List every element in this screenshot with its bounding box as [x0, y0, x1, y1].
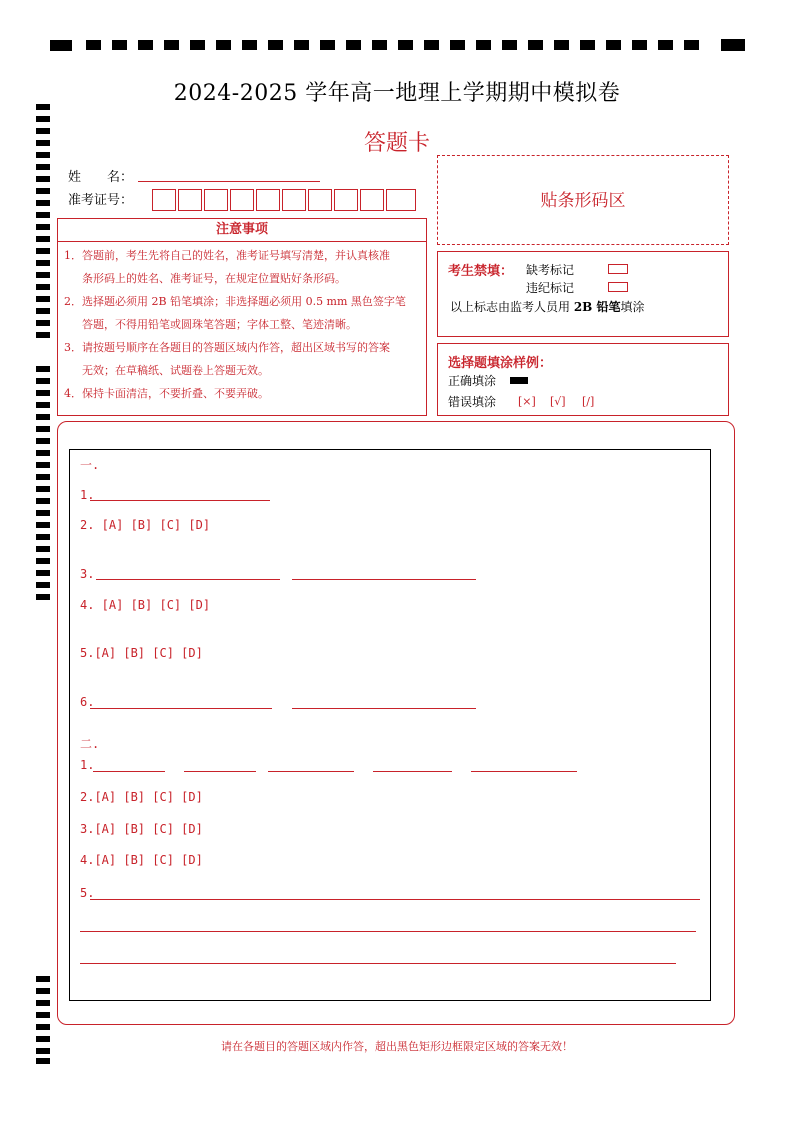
prohibited-note: 以上标志由监考人员用 2B 铅笔填涂	[450, 300, 645, 314]
prohibited-box	[437, 251, 729, 337]
s2-question-5-line-3[interactable]	[80, 963, 676, 964]
question-6-line-b[interactable]	[292, 708, 476, 709]
question-3-line-b[interactable]	[292, 579, 476, 580]
wrong-mark: [√]	[550, 395, 566, 408]
answer-sheet-subtitle: 答题卡	[363, 131, 430, 156]
notice-item: 1．答题前，考生先将自己的姓名，准考证号填写清楚，并认真核准	[64, 249, 390, 262]
question-3-line-a[interactable]	[96, 579, 280, 580]
section-one-label: 一.	[80, 458, 100, 472]
s2-question-1-label: 1.	[80, 758, 95, 772]
absent-mark-label: 缺考标记	[526, 263, 575, 277]
footer-warning: 请在各题目的答题区域内作答，超出黑色矩形边框限定区域的答案无效！	[221, 1040, 573, 1053]
barcode-area	[437, 155, 729, 245]
notice-item: 答题，不得用铅笔或圆珠笔答题；字体工整、笔迹清晰。	[82, 318, 357, 331]
question-1-line[interactable]	[90, 500, 270, 501]
violation-mark-label: 违纪标记	[526, 281, 575, 295]
notice-item: 4．保持卡面清洁，不要折叠、不要弄破。	[64, 387, 269, 400]
fill-example-heading: 选择题填涂样例：	[448, 356, 553, 371]
wrong-fill-label: 错误填涂	[448, 395, 497, 409]
s2-question-4-choices[interactable]: 4.[A] [B] [C] [D]	[80, 853, 203, 867]
s2-question-5-line-2[interactable]	[80, 931, 696, 932]
violation-mark-box[interactable]	[608, 282, 628, 292]
s2-question-1-line-a[interactable]	[93, 771, 165, 772]
absent-mark-box[interactable]	[608, 264, 628, 274]
question-1-label: 1.	[80, 488, 95, 502]
notice-heading: 注意事项	[215, 222, 268, 237]
question-6-line-a[interactable]	[90, 708, 272, 709]
question-3-label: 3.	[80, 567, 95, 581]
s2-question-2-choices[interactable]: 2.[A] [B] [C] [D]	[80, 790, 203, 804]
barcode-area-label: 贴条形码区	[540, 191, 626, 211]
notice-item: 无效；在草稿纸、试题卷上答题无效。	[82, 364, 269, 377]
notice-item: 条形码上的姓名、准考证号，在规定位置贴好条形码。	[82, 272, 346, 285]
wrong-mark: [/]	[582, 395, 595, 408]
question-5-choices[interactable]: 5.[A] [B] [C] [D]	[80, 646, 203, 660]
section-two-label: 二.	[80, 737, 100, 751]
correct-fill-label: 正确填涂	[448, 374, 497, 388]
name-label: 姓 名：	[68, 170, 134, 185]
s2-question-3-choices[interactable]: 3.[A] [B] [C] [D]	[80, 822, 203, 836]
question-4-choices[interactable]: 4. [A] [B] [C] [D]	[80, 598, 211, 612]
s2-question-1-line-c[interactable]	[268, 771, 354, 772]
notice-item: 2．选择题必须用 2B 铅笔填涂；非选择题必须用 0.5 mm 黑色签字笔	[64, 295, 406, 308]
s2-question-5-label: 5.	[80, 886, 95, 900]
page-title: 2024-2025 学年高一地理上学期期中模拟卷	[173, 81, 621, 106]
prohibited-label: 考生禁填：	[448, 264, 514, 279]
s2-question-1-line-b[interactable]	[184, 771, 256, 772]
s2-question-5-line-1[interactable]	[90, 899, 700, 900]
s2-question-1-line-d[interactable]	[373, 771, 452, 772]
question-6-label: 6.	[80, 695, 95, 709]
notice-item: 3．请按题号顺序在各题目的答题区域内作答，超出区域书写的答案	[64, 341, 390, 354]
exam-id-label: 准考证号：	[68, 193, 134, 208]
name-field[interactable]	[138, 181, 320, 182]
notice-box	[57, 241, 427, 416]
s2-question-1-line-e[interactable]	[471, 771, 577, 772]
correct-fill-sample	[510, 377, 528, 384]
notice-header	[57, 218, 427, 242]
fill-example-box	[437, 343, 729, 416]
question-2-choices[interactable]: 2. [A] [B] [C] [D]	[80, 518, 211, 532]
wrong-mark: [×]	[518, 395, 536, 408]
